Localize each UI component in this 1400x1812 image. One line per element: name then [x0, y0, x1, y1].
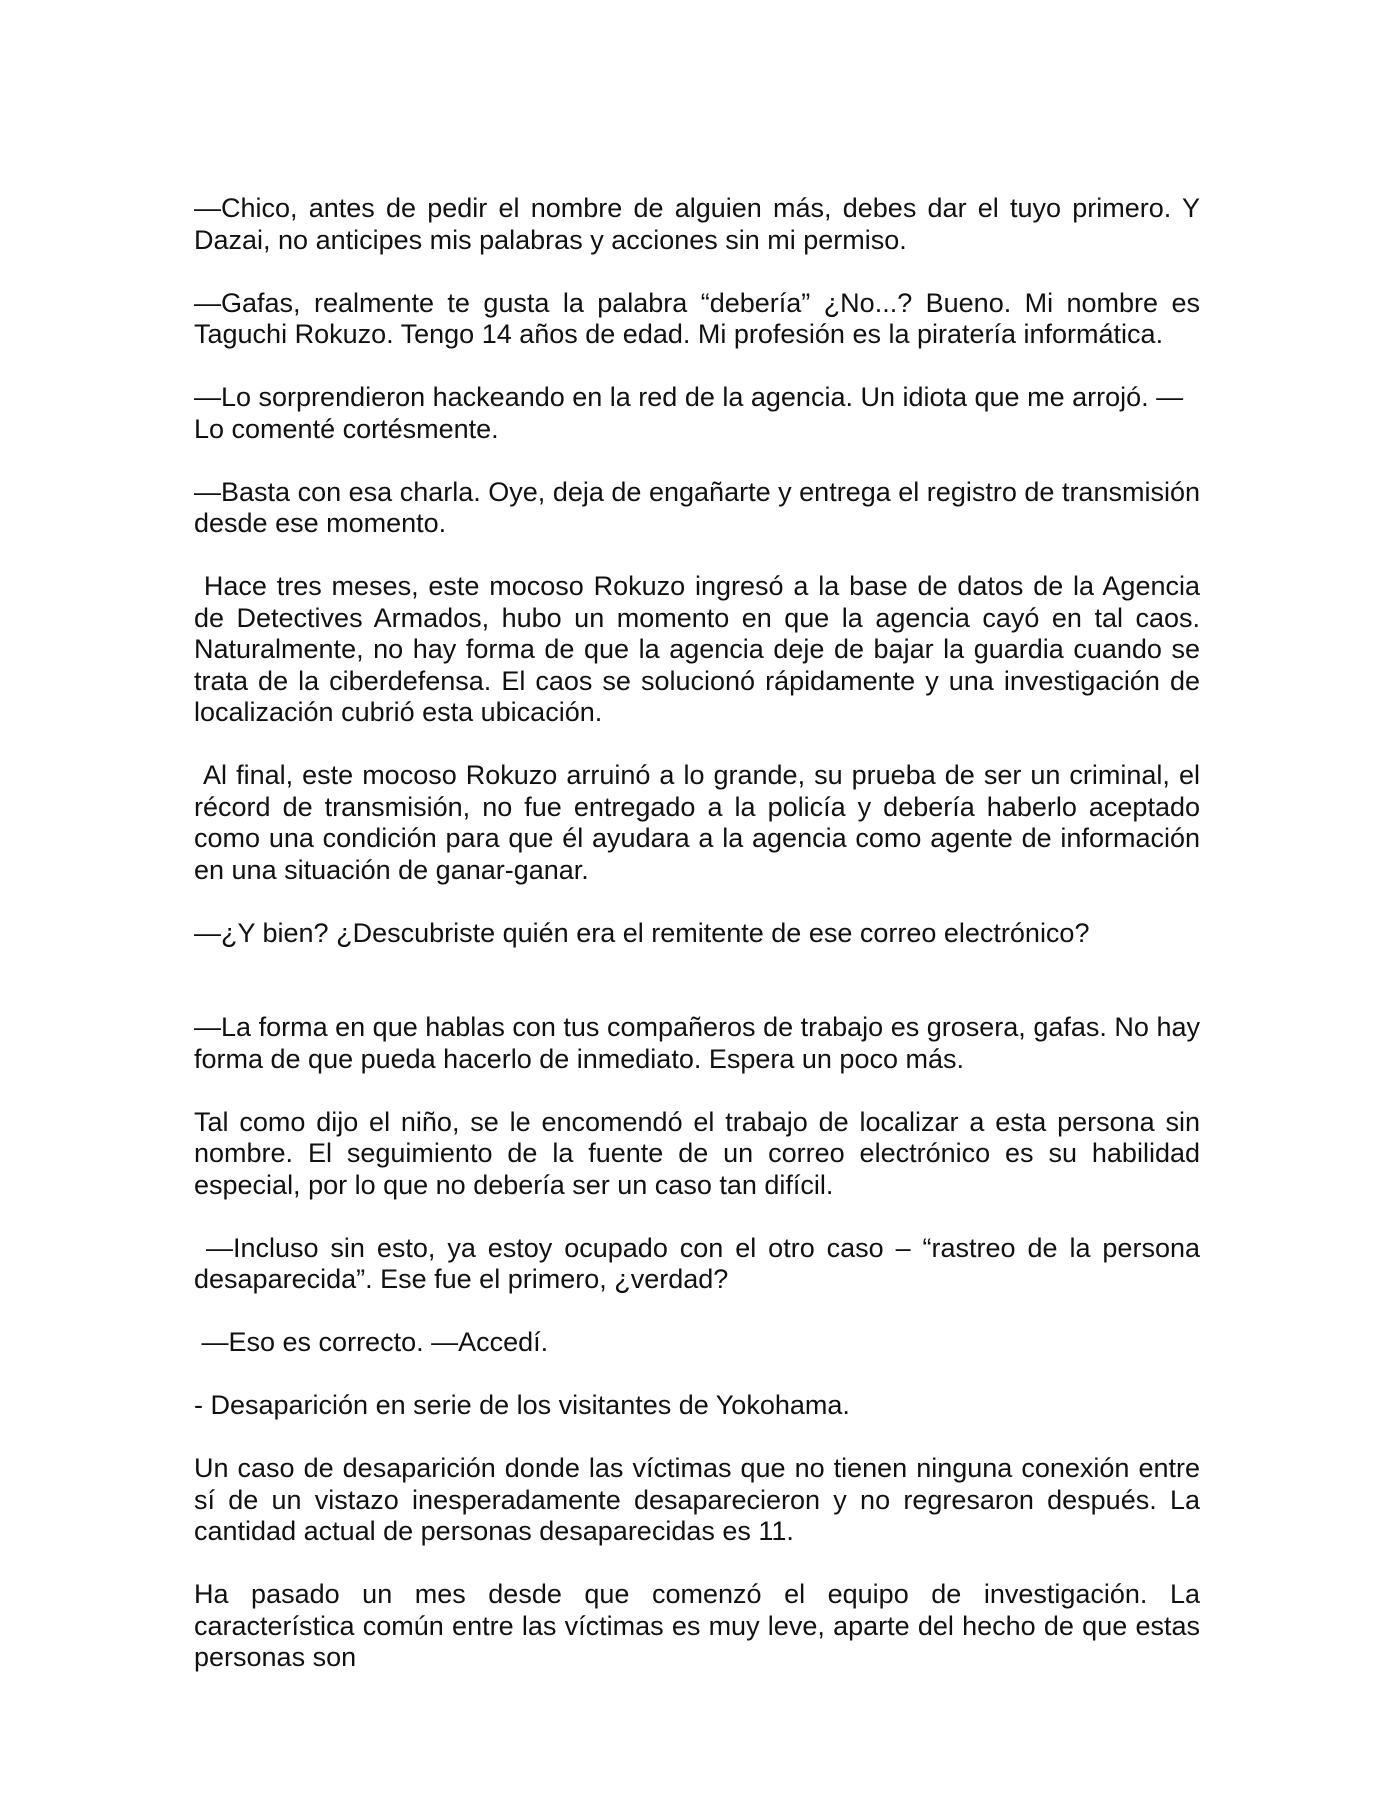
paragraph-11: —Eso es correcto. —Accedí. — [194, 1327, 549, 1357]
paragraph-8: —La forma en que hablas con tus compañeros de trabajo es grosera, gafas. No hay forma de que pueda hacerlo de inmediato. Espera un poco más. — [194, 1012, 1208, 1074]
paragraph-13: Un caso de desaparición donde las víctimas que no tienen ninguna conexión entre sí de un vistazo inesperadamente desaparecieron y no regresaron después. La cantidad actual de personas desaparecidas es 11. — [194, 1453, 1208, 1546]
paragraph-4: —Basta con esa charla. Oye, deja de engañarte y entrega el registro de transmisión desde ese momento. — [194, 476, 1208, 538]
paragraph-10: —Incluso sin esto, ya estoy ocupado con el otro caso – “rastreo de la persona desaparecida”. Ese fue el primero, ¿verdad? — [194, 1232, 1208, 1294]
paragraph-3: —Lo sorprendieron hackeando en la red de la agencia. Un idiota que me arrojó. —Lo comenté cortésmente. — [194, 382, 1184, 444]
document-page — [194, 193, 1208, 1705]
paragraph-1: —Chico, antes de pedir el nombre de alguien más, debes dar el tuyo primero. Y Dazai, no anticipes mis palabras y acciones sin mi permiso. — [194, 193, 1208, 255]
paragraph-6: Al final, este mocoso Rokuzo arruinó a lo grande, su prueba de ser un criminal, el récord de transmisión, no fue entregado a la policía y debería haberlo aceptado como una condición para que él ayudara a la agencia como agente de información en una situación de ganar-ganar. — [194, 760, 1208, 885]
paragraph-2: —Gafas, realmente te gusta la palabra “debería” ¿No...? Bueno. Mi nombre es Taguchi Rokuzo. Tengo 14 años de edad. Mi profesión es la piratería informática. — [194, 287, 1208, 349]
paragraph-14: Ha pasado un mes desde que comenzó el equipo de investigación. La característica común entre las víctimas es muy leve, aparte del hecho de que estas personas son — [194, 1579, 1208, 1672]
paragraph-9: Tal como dijo el niño, se le encomendó el trabajo de localizar a esta persona sin nombre. El seguimiento de la fuente de un correo electrónico es su habilidad especial, por lo que no debería ser un caso tan difícil. — [194, 1106, 1208, 1200]
paragraph-12: - Desaparición en serie de los visitantes de Yokohama. — [194, 1390, 850, 1420]
paragraph-5: Hace tres meses, este mocoso Rokuzo ingresó a la base de datos de la Agencia de Detectives Armados, hubo un momento en que la agencia cayó en tal caos. Naturalmente, no hay forma de que la agencia deje de bajar la guardia cuando se trata de la ciberdefensa. El caos se solucionó rápidamente y una investigación de localización cubrió esta ubicación. — [194, 571, 1208, 727]
paragraph-7: —¿Y bien? ¿Descubriste quién era el remitente de ese correo electrónico? — [194, 917, 1090, 948]
